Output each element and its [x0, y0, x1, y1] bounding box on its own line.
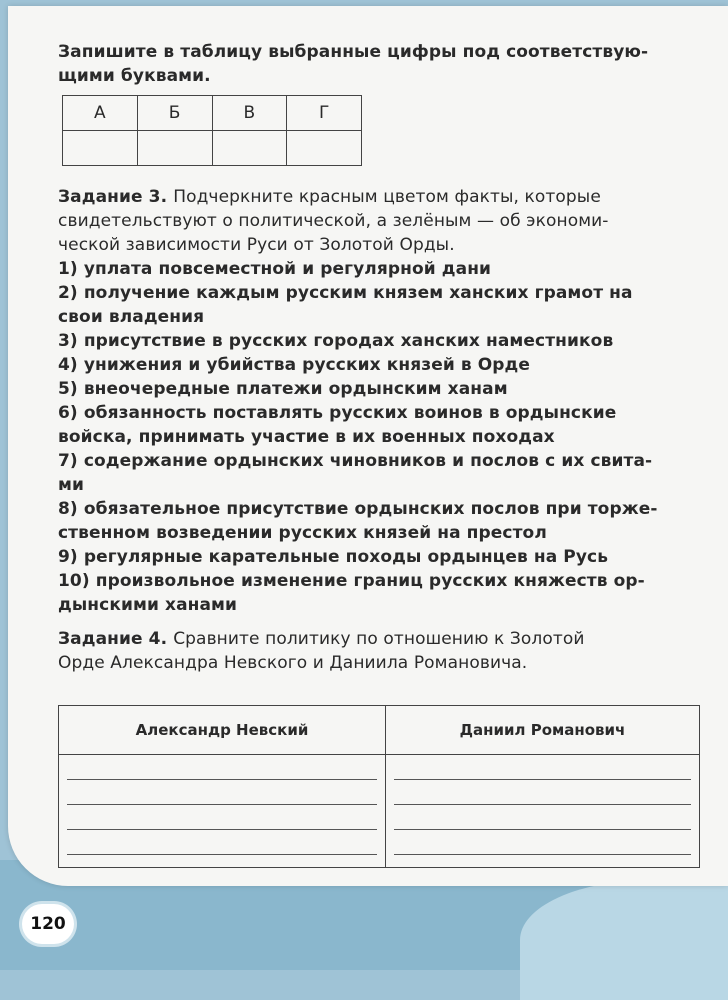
write-line [394, 755, 691, 780]
comparison-table [58, 705, 700, 868]
page-number: 120 [22, 904, 74, 944]
answer-table-input-row [63, 131, 362, 166]
write-line [67, 755, 377, 780]
fact-6-cont: войска, принимать участие в их военных походах [58, 427, 555, 447]
intro-line-2: щими буквами. [58, 66, 211, 86]
answer-cell-v[interactable] [212, 131, 287, 166]
write-line [394, 780, 691, 805]
fact-4: 4) унижения и убийства русских князей в Орде [58, 355, 531, 375]
fact-9: 9) регулярные карательные походы ордынцев на Русь [58, 547, 609, 567]
fact-2-cont: свои владения [58, 307, 205, 327]
answer-cell-b[interactable] [137, 131, 212, 166]
fact-2: 2) получение каждым русским князем ханских грамот на [58, 283, 633, 303]
fact-6: 6) обязанность поставлять русских воинов в ордынские [58, 403, 617, 423]
fact-7-cont: ми [58, 475, 85, 495]
task-4-text-1: Сравните политику по отношению к Золотой [173, 629, 585, 649]
answer-header-b: Б [137, 96, 212, 131]
answer-cell-a[interactable] [63, 131, 138, 166]
answer-romanovich[interactable] [385, 755, 699, 868]
fact-1: 1) уплата повсеместной и регулярной дани [58, 259, 492, 279]
fact-8: 8) обязательное присутствие ордынских послов при торже- [58, 499, 658, 519]
answer-cell-g[interactable] [287, 131, 362, 166]
answer-table-header-row [63, 96, 362, 131]
answer-header-g: Г [287, 96, 362, 131]
task-4-heading-line [58, 627, 698, 651]
write-line [394, 830, 691, 855]
task-3-title: Задание 3. [58, 187, 168, 207]
write-line [67, 780, 377, 805]
intro-instruction [58, 40, 698, 88]
task-3-heading-line [58, 185, 698, 209]
write-line [67, 805, 377, 830]
header-romanovich: Даниил Романович [385, 706, 699, 755]
header-nevsky: Александр Невский [59, 706, 386, 755]
task-3 [58, 185, 698, 617]
answer-table [62, 95, 362, 166]
task-4-text-2: Орде Александра Невского и Даниила Романовича. [58, 653, 528, 673]
task-4-title: Задание 4. [58, 629, 168, 649]
write-line [67, 830, 377, 855]
answer-header-a: А [63, 96, 138, 131]
task-4 [58, 627, 698, 675]
task-3-text-1: Подчеркните красным цветом факты, которые [173, 187, 601, 207]
fact-10: 10) произвольное изменение границ русских княжеств ор- [58, 571, 645, 591]
fact-5: 5) внеочередные платежи ордынским ханам [58, 379, 508, 399]
fact-7: 7) содержание ордынских чиновников и послов с их свита- [58, 451, 653, 471]
comparison-answer-row [59, 755, 700, 868]
fact-10-cont: дынскими ханами [58, 595, 238, 615]
answer-nevsky[interactable] [59, 755, 386, 868]
fact-3: 3) присутствие в русских городах ханских наместников [58, 331, 614, 351]
task-3-text-3: ческой зависимости Руси от Золотой Орды. [58, 235, 455, 255]
intro-line-1: Запишите в таблицу выбранные цифры под соответствую- [58, 42, 649, 62]
comparison-header-row [59, 706, 700, 755]
answer-header-v: В [212, 96, 287, 131]
fact-8-cont: ственном возведении русских князей на престол [58, 523, 547, 543]
task-3-text-2: свидетельствуют о политической, а зелёным — об экономи- [58, 211, 609, 231]
write-line [394, 805, 691, 830]
